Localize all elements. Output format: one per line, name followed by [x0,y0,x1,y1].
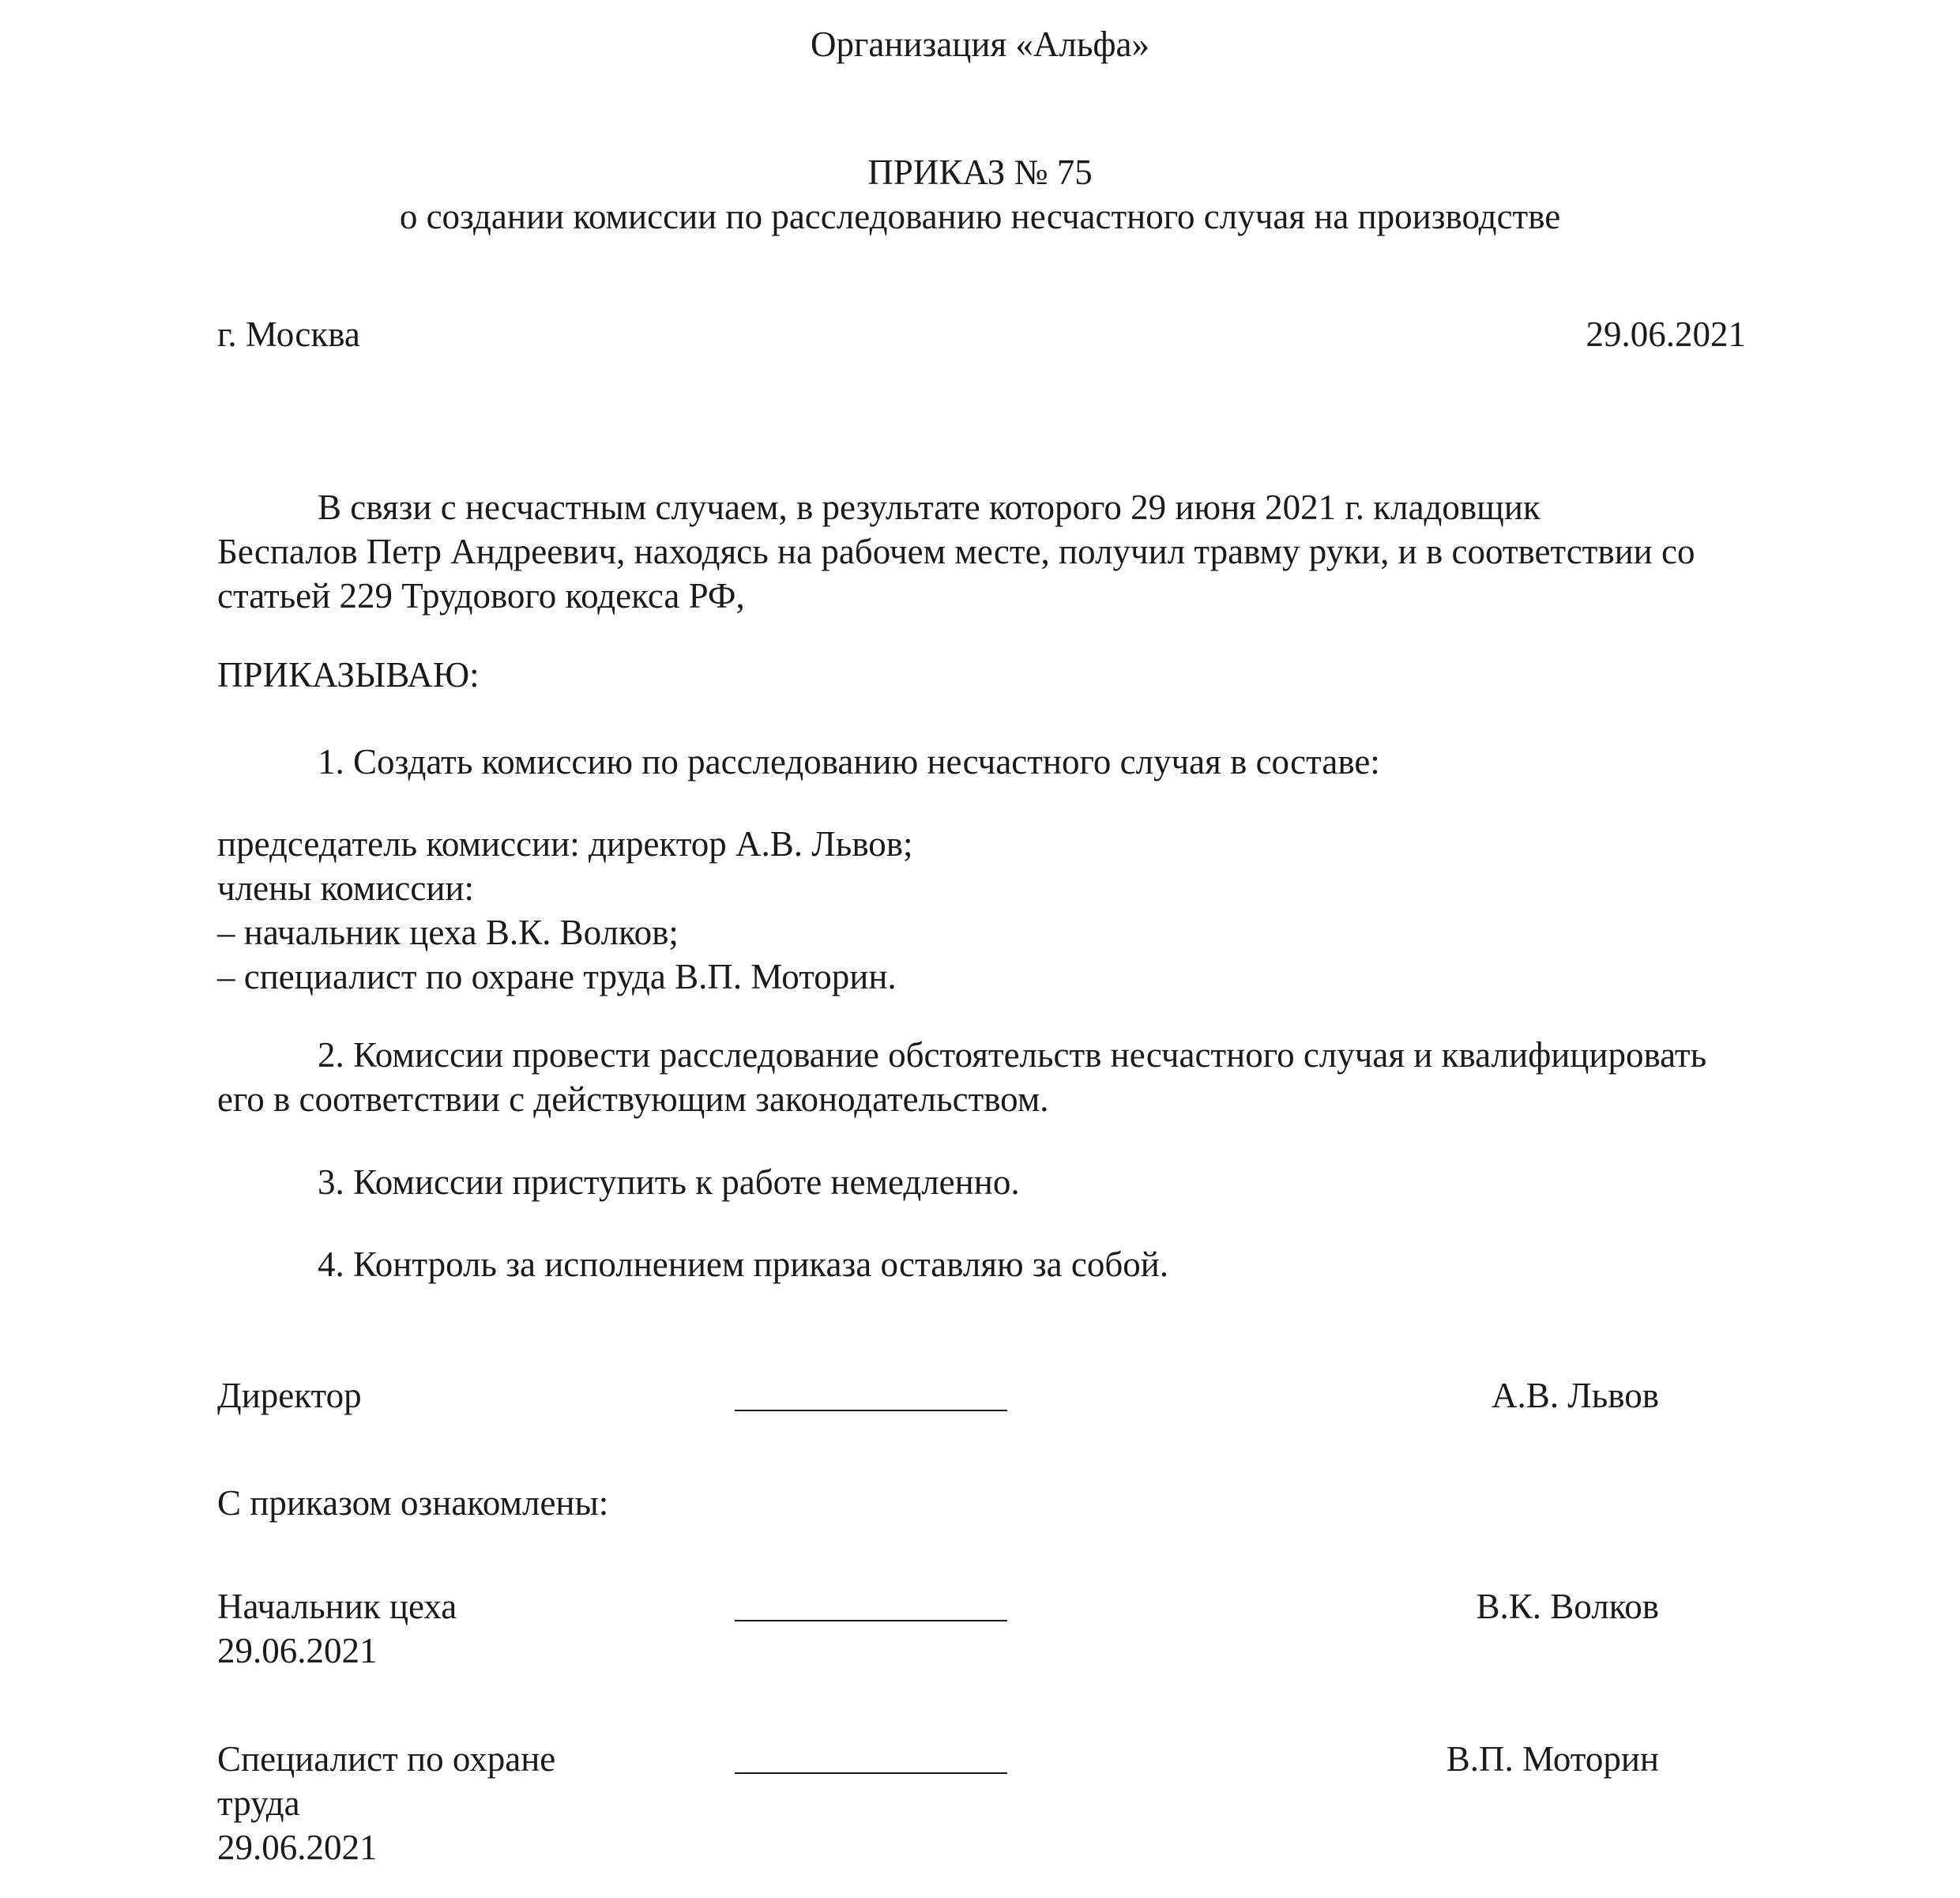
preamble-line-2: Беспалов Петр Андреевич, находясь на рабочем месте, получил травму руки, и в соответствии со [217,532,1695,571]
preamble-line-1: В связи с несчастным случаем, в результате которого 29 июня 2021 г. кладовщик [318,488,1541,527]
order-subtitle: о создании комиссии по расследованию несчастного случая на производстве [399,197,1561,236]
shop-chief-signature-line [735,1620,1007,1621]
commission-chairman: председатель комиссии: директор А.В. Львов; [217,824,913,864]
director-name: А.В. Львов [1492,1376,1659,1415]
order-title: ПРИКАЗ № 75 [867,153,1093,192]
director-position: Директор [217,1376,362,1415]
item-3: 3. Комиссии приступить к работе немедленно. [318,1162,1020,1202]
preamble-line-3: статьей 229 Трудового кодекса РФ, [217,576,745,616]
item-4: 4. Контроль за исполнением приказа оставляю за собой. [318,1245,1169,1284]
commission-member-1: – начальник цеха В.К. Волков; [217,913,679,952]
city: г. Москва [217,314,360,354]
shop-chief-position: Начальник цеха [217,1587,457,1626]
safety-specialist-position-line-2: труда [217,1783,300,1823]
order-date: 29.06.2021 [1586,314,1746,354]
commission-members-label: члены комиссии: [217,868,475,908]
shop-chief-date: 29.06.2021 [217,1631,378,1670]
acknowledged-label: С приказом ознакомлены: [217,1483,609,1523]
safety-specialist-date: 29.06.2021 [217,1828,378,1867]
shop-chief-name: В.К. Волков [1476,1587,1659,1626]
director-signature-line [735,1410,1007,1411]
safety-specialist-position-line-1: Специалист по охране [217,1739,556,1779]
item-2-line-1: 2. Комиссии провести расследование обстоятельств несчастного случая и квалифицировать [318,1035,1707,1075]
item-2-line-2: его в соответствии с действующим законодательством. [217,1079,1049,1119]
order-word: ПРИКАЗЫВАЮ: [217,655,480,695]
safety-specialist-signature-line [735,1772,1007,1774]
organization-name: Организация «Альфа» [810,24,1150,64]
safety-specialist-name: В.П. Моторин [1446,1739,1659,1779]
item-1: 1. Создать комиссию по расследованию несчастного случая в составе: [318,742,1380,781]
commission-member-2: – специалист по охране труда В.П. Моторин. [217,957,897,996]
